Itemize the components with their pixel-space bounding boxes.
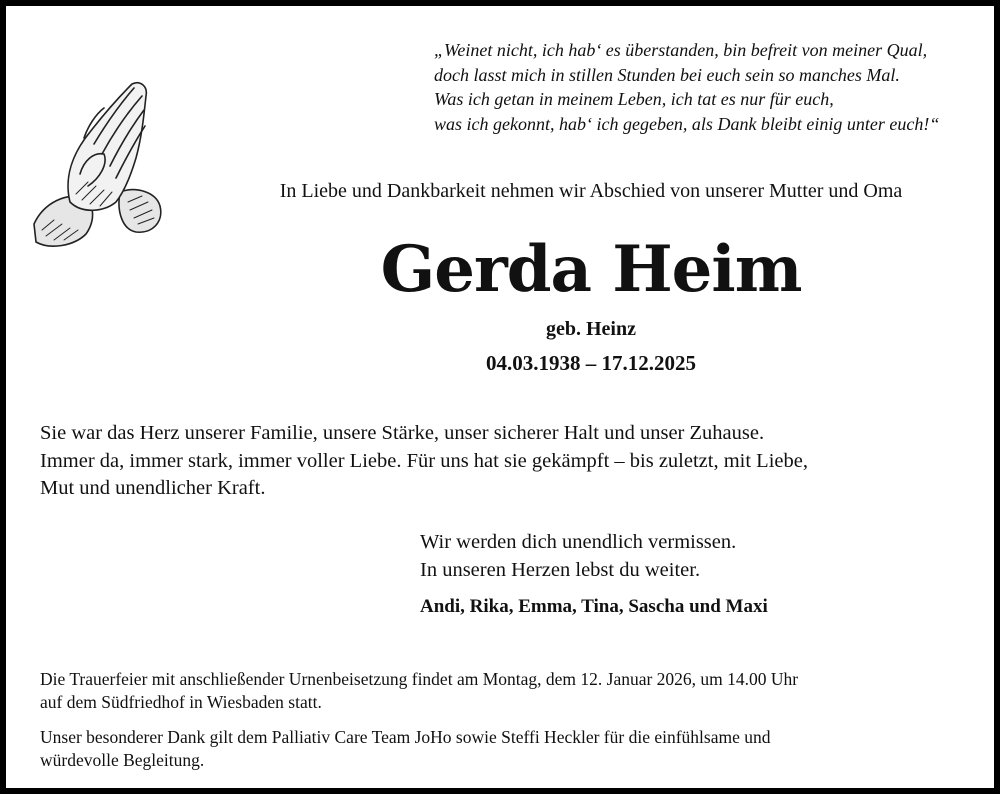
service-line: auf dem Südfriedhof in Wiesbaden statt. — [40, 692, 322, 712]
life-dates: 04.03.1938 – 17.12.2025 — [486, 351, 696, 375]
deceased-name: Gerda Heim — [380, 232, 802, 307]
tribute-line: Immer da, immer stark, immer voller Liebe. Für uns hat sie gekämpft – bis zuletzt, mit Liebe, — [40, 449, 808, 472]
thanks-line: Unser besonderer Dank gilt dem Palliativ Care Team JoHo sowie Steffi Heckler für die einfühlsame und — [40, 727, 771, 747]
poem-line: was ich gekonnt, hab‘ ich gegeben, als Dank bleibt einig unter euch!“ — [434, 113, 940, 134]
farewell-text — [420, 528, 980, 584]
poem-line: „Weinet nicht, ich hab‘ es überstanden, bin befreit von meiner Qual, — [434, 40, 928, 60]
farewell-line: Wir werden dich unendlich vermissen. — [420, 531, 737, 553]
service-line: Die Trauerfeier mit anschließender Urnenbeisetzung findet am Montag, dem 12. Januar 2026, um 14.00 Uhr — [40, 669, 799, 689]
maiden-name: geb. Heinz — [546, 318, 636, 340]
thanks-line: würdevolle Begleitung. — [40, 750, 205, 770]
praying-hands-icon — [24, 74, 174, 254]
poem-line: doch lasst mich in stillen Stunden bei euch sein so manches Mal. — [434, 64, 900, 85]
poem — [434, 38, 994, 136]
tribute-text — [40, 420, 990, 503]
tribute-line: Sie war das Herz unserer Familie, unsere Stärke, unser sicherer Halt und unser Zuhause. — [40, 422, 765, 444]
farewell-line: In unseren Herzen lebst du weiter. — [420, 559, 701, 581]
service-info — [40, 668, 990, 714]
thanks-text — [40, 726, 990, 772]
intro-text: In Liebe und Dankbarkeit nehmen wir Abschied von unserer Mutter und Oma — [279, 180, 903, 202]
signers: Andi, Rika, Emma, Tina, Sascha und Maxi — [420, 596, 768, 617]
tribute-line: Mut und unendlicher Kraft. — [40, 477, 266, 499]
poem-line: Was ich getan in meinem Leben, ich tat es nur für euch, — [434, 89, 834, 109]
